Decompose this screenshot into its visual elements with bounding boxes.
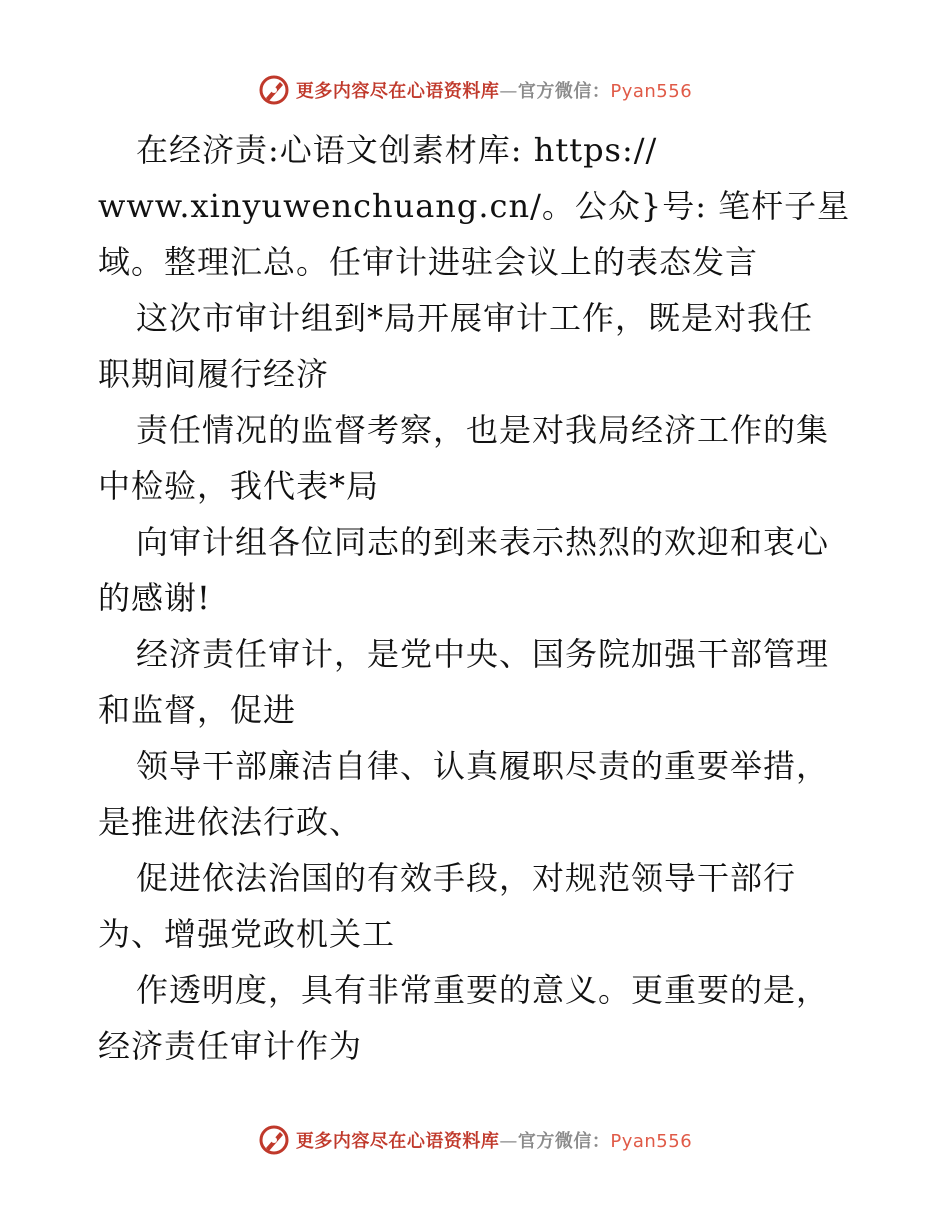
banner-dash: — <box>499 1131 518 1152</box>
brand-logo-icon <box>258 74 290 106</box>
paragraph-intro: 在经济责:心语文创素材库: https:// www.xinyuwenchuang.cn/。公众}号: 笔杆子星 域。整理汇总。任审计进驻会议上的表态发言 <box>98 131 851 281</box>
banner-dash: — <box>499 81 518 102</box>
banner-wechat-label: 官方微信： <box>517 1131 611 1152</box>
paragraph: 向审计组各位同志的到来表示热烈的欢迎和衷心 的感谢! <box>98 523 830 617</box>
banner-text <box>296 77 692 103</box>
banner-site-text: 更多内容尽在心语资料库 <box>295 81 500 102</box>
banner-wechat-account: Pyan556 <box>610 81 693 102</box>
footer-banner <box>0 1120 950 1160</box>
document-body <box>98 122 858 1074</box>
paragraph: 责任情况的监督考察，也是对我局经济工作的集 中检验，我代表*局 <box>98 411 830 505</box>
paragraph: 作透明度，具有非常重要的意义。更重要的是， 经济责任审计作为 <box>98 971 830 1065</box>
banner-site-text: 更多内容尽在心语资料库 <box>295 1131 500 1152</box>
banner-wechat-label: 官方微信： <box>517 81 611 102</box>
paragraph: 这次市审计组到*局开展审计工作，既是对我任 职期间履行经济 <box>98 299 814 393</box>
banner-text <box>296 1127 692 1153</box>
paragraph: 领导干部廉洁自律、认真履职尽责的重要举措， 是推进依法行政、 <box>98 747 830 841</box>
banner-wechat-account: Pyan556 <box>610 1131 693 1152</box>
brand-logo-icon <box>258 1124 290 1156</box>
header-banner <box>0 70 950 110</box>
paragraph: 促进依法治国的有效手段，对规范领导干部行 为、增强党政机关工 <box>98 859 797 953</box>
paragraph: 经济责任审计，是党中央、国务院加强干部管理 和监督，促进 <box>98 635 830 729</box>
